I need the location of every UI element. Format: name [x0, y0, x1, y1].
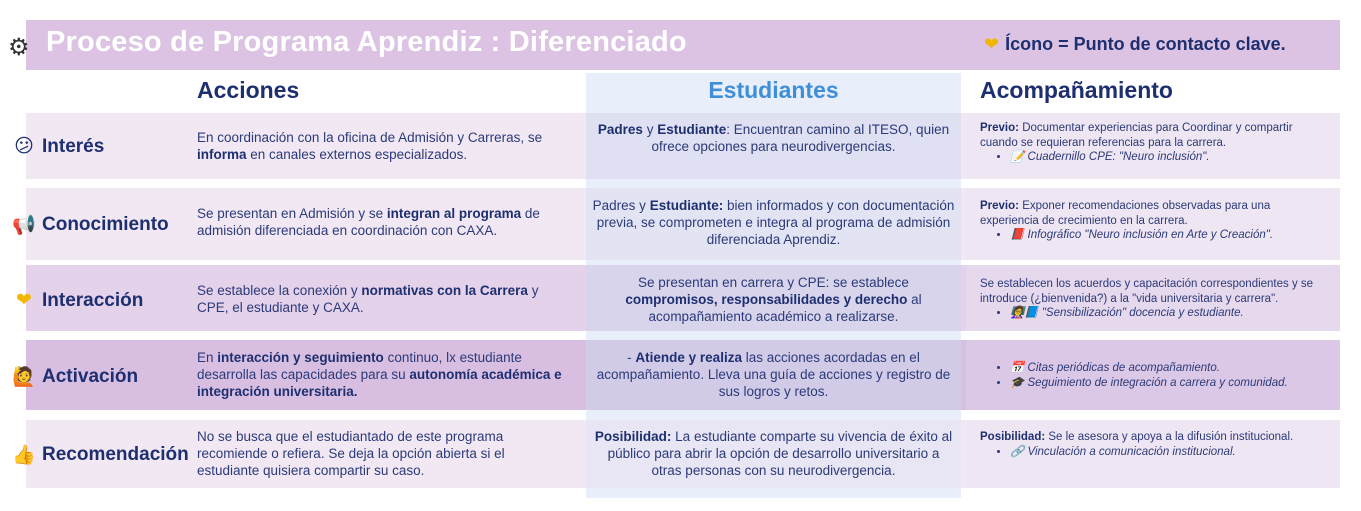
legend: [984, 34, 1286, 55]
bullet-item: • 🔗 Vinculación a comunicación institucional.: [1010, 445, 1332, 460]
acompanamiento-text: Previo: Exponer recomendaciones observadas para una experiencia de crecimiento en la carrera. • 📕 Infográfico "Neuro inclusión en Arte y Creación".: [980, 199, 1332, 243]
acciones-text: Se establece la conexión y normativas con la Carrera y CPE, el estudiante y CAXA.: [197, 283, 539, 315]
gear-icon: ⚙: [8, 34, 30, 61]
stage-label: Conocimiento: [42, 214, 169, 235]
estudiantes-text: Padres y Estudiante: bien informados y con documentación previa, se comprometen e integra al programa de admisión diferenciada Aprendiz.: [592, 198, 955, 247]
stage-label: Interacción: [42, 289, 144, 311]
estudiantes-text: - Atiende y realiza las acciones acordadas en el acompañamiento. Lleva una guía de acciones y registro de sus logros y retos.: [596, 350, 951, 399]
bullet-item: • 📝 Cuadernillo CPE: "Neuro inclusión".: [1010, 150, 1332, 165]
acciones-text: No se busca que el estudiantado de este programa recomiende o refiera. Se deja la opción abierta si el estudiante quisiera compartir su caso.: [197, 429, 505, 478]
acciones-text: En interacción y seguimiento continuo, lx estudiante desarrolla las capacidades para su autonomía académica e integración universitaria.: [197, 350, 562, 399]
stage-label: Interés: [42, 135, 105, 157]
bullet-item: • 📅 Citas periódicas de acompañamiento.: [1010, 361, 1332, 376]
estudiantes-text: Posibilidad: La estudiante comparte su vivencia de éxito al público para abrir la opción de desarrollo universitario a otras personas con su neurodivergencia.: [594, 429, 953, 478]
stage-interes: [12, 135, 104, 158]
acompanamiento-text: Previo: Documentar experiencias para Coordinar y compartir cuando se requieran referencias para la carrera. • 📝 Cuadernillo CPE: "Neuro inclusión".: [980, 121, 1332, 165]
column-header-acompanamiento: Acompañamiento: [980, 77, 1173, 103]
thumbs-up-icon: 👍: [12, 445, 36, 466]
confused-face-icon: 😕: [14, 136, 34, 157]
stage-label: Activación: [42, 366, 139, 387]
page-title: Proceso de Programa Aprendiz : Diferenciado: [46, 26, 687, 58]
bullet-item: • 👩‍🏫📘 "Sensibilización" docencia y estudiante.: [1010, 306, 1332, 321]
stage-label: Recomendación: [42, 444, 189, 465]
acompanamiento-text: [980, 361, 1332, 390]
acompanamiento-text: Se establecen los acuerdos y capacitación correspondientes y se introduce (¿bienvenida?) a la "vida universitaria y carrera". • 👩‍🏫📘 "Sensibilización" docencia y estudiante.: [980, 277, 1332, 321]
stage-conocimiento: [12, 213, 169, 237]
acciones-text: En coordinación con la oficina de Admisión y Carreras, se informa en canales externos especializados.: [197, 130, 543, 162]
acompanamiento-text: Posibilidad: Se le asesora y apoya a la difusión institucional. • 🔗 Vinculación a comunicación institucional.: [980, 430, 1332, 459]
acciones-text: Se presentan en Admisión y se integran al programa de admisión diferenciada en coordinación con CAXA.: [197, 206, 540, 238]
bullet-item: • 📕 Infográfico "Neuro inclusión en Arte y Creación".: [1010, 228, 1332, 243]
stage-activacion: [12, 365, 138, 389]
raising-hand-icon: 🙋: [12, 367, 36, 388]
megaphone-icon: 📢: [12, 215, 36, 236]
legend-text: Ícono = Punto de contacto clave.: [1005, 34, 1286, 54]
estudiantes-text: Padres y Estudiante: Encuentran camino al ITESO, quien ofrece opciones para neurodivergencias.: [597, 122, 950, 154]
column-header-acciones: Acciones: [197, 77, 300, 103]
bullet-item: • 🎓 Seguimiento de integración a carrera y comunidad.: [1010, 376, 1332, 391]
column-header-estudiantes: Estudiantes: [708, 77, 839, 103]
stage-interaccion: [12, 289, 143, 312]
heart-icon: ❤: [984, 34, 1000, 54]
heart-icon: ❤: [16, 290, 32, 311]
estudiantes-text: Se presentan en carrera y CPE: se establece compromisos, responsabilidades y derecho al acompañamiento académico a realizarse.: [625, 275, 922, 324]
stage-recomendacion: [12, 443, 189, 467]
